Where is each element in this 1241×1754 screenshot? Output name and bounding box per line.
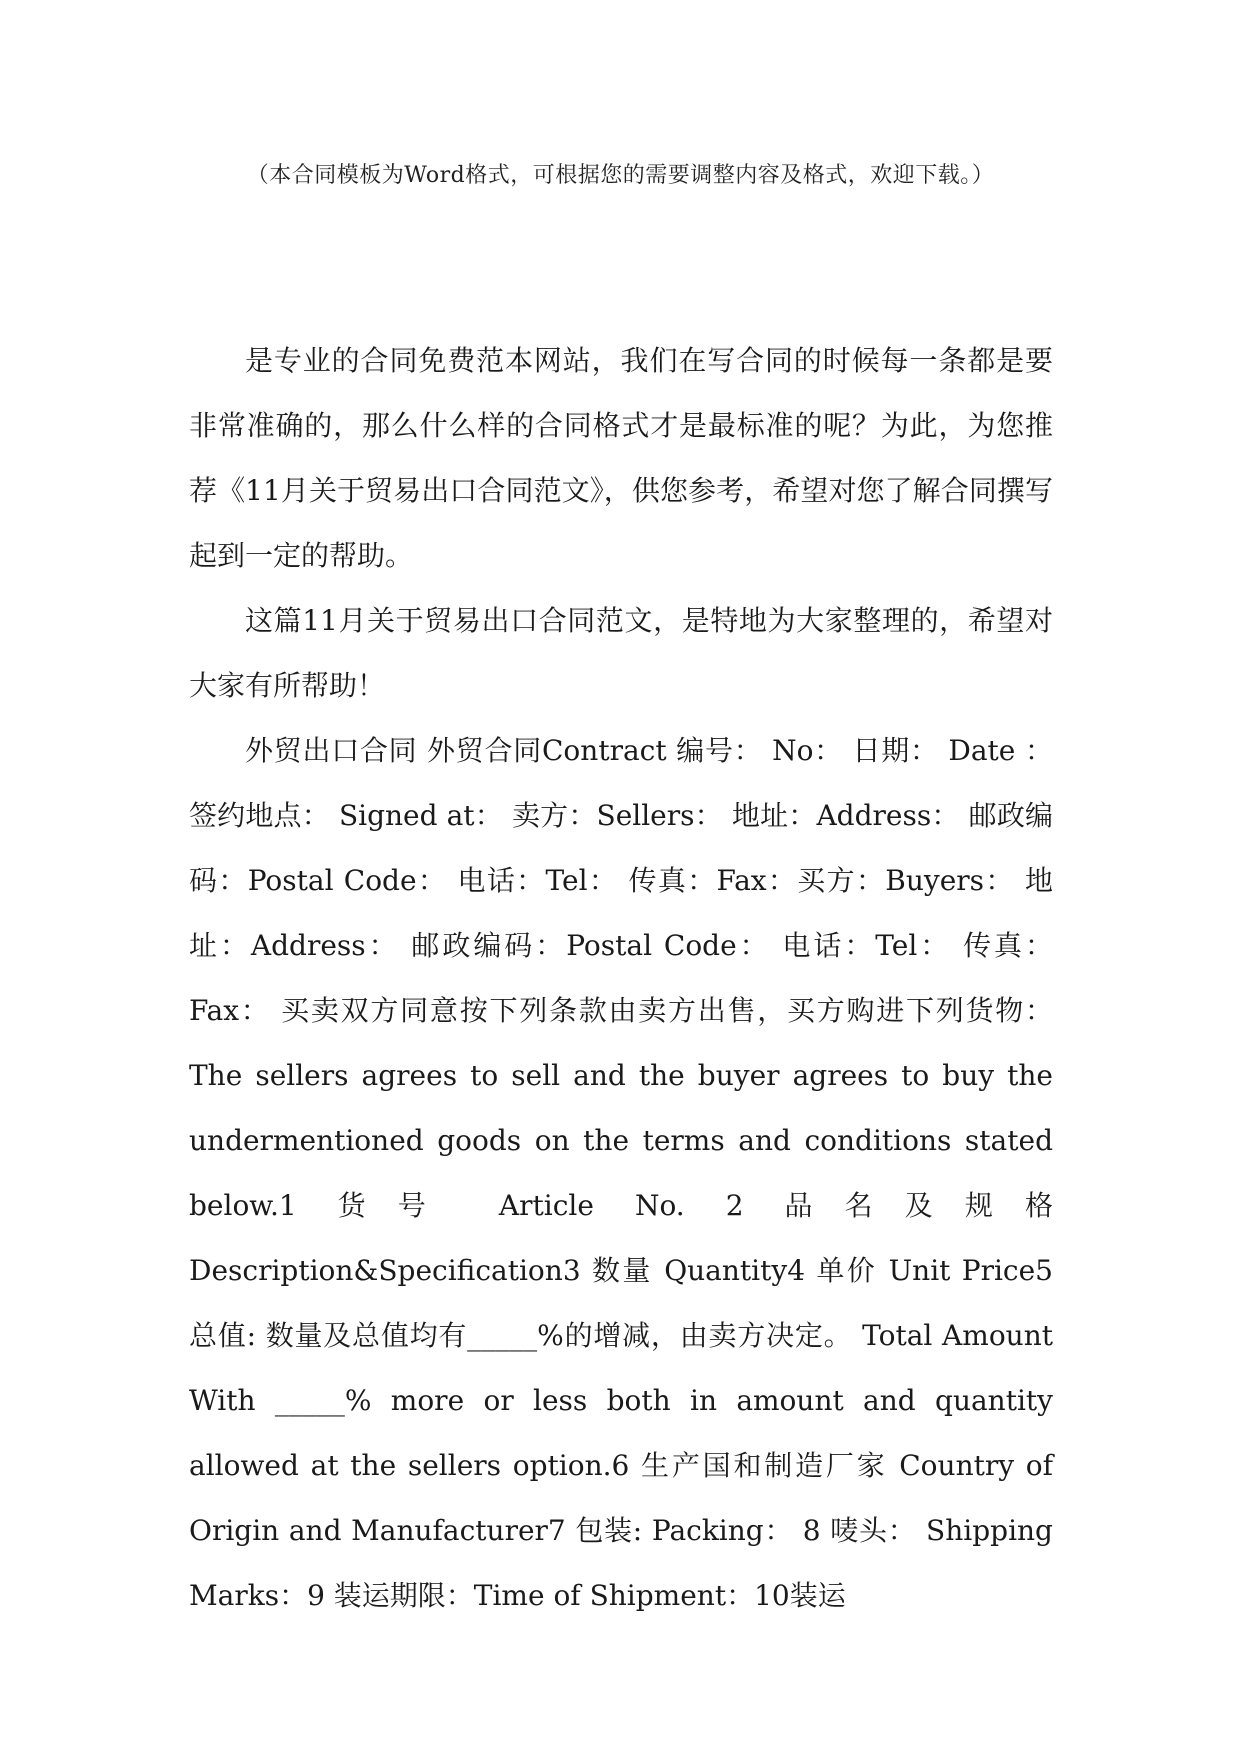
document-body bbox=[189, 328, 1053, 1628]
purpose-paragraph: 这篇11月关于贸易出口合同范文，是特地为大家整理的，希望对大家有所帮助！ bbox=[189, 604, 1053, 702]
contract-body-paragraph: 外贸出口合同 外贸合同Contract 编号： No： 日期： Date ：签约地点： Signed at： 卖方：Sellers： 地址：Address： 邮政编码：Postal Code： 电话：Tel： 传真：Fax：买方：Buyers： 地址：Address： 邮政编码：Postal Code： 电话：Tel： 传真：Fax： 买卖双方同意按下列条款由卖方出售，买方购进下列货物： The sellers agrees to sell and the buyer agrees to buy the undermentioned goods on the terms and conditions stated below.1 货号 Article No. 2 品名及规格 Description&Specification3 数量 Quantity4 单价 Unit Price5 总值: 数量及总值均有_____%的增减，由卖方决定。 Total Amount With _____% more or less both in amount and quantity allowed at the sellers option.6 生产国和制造厂家 Country of Origin and Manufacturer7 包装: Packing： 8 唛头： Shipping Marks：9 装运期限：Time of Shipment：10装运 bbox=[189, 734, 1053, 1612]
intro-paragraph: 是专业的合同免费范本网站，我们在写合同的时候每一条都是要非常准确的，那么什么样的合同格式才是最标准的呢？为此，为您推荐《11月关于贸易出口合同范文》，供您参考，希望对您了解合同撰写起到一定的帮助。 bbox=[189, 344, 1053, 572]
template-format-note: （本合同模板为Word格式，可根据您的需要调整内容及格式，欢迎下载。） bbox=[246, 163, 995, 188]
